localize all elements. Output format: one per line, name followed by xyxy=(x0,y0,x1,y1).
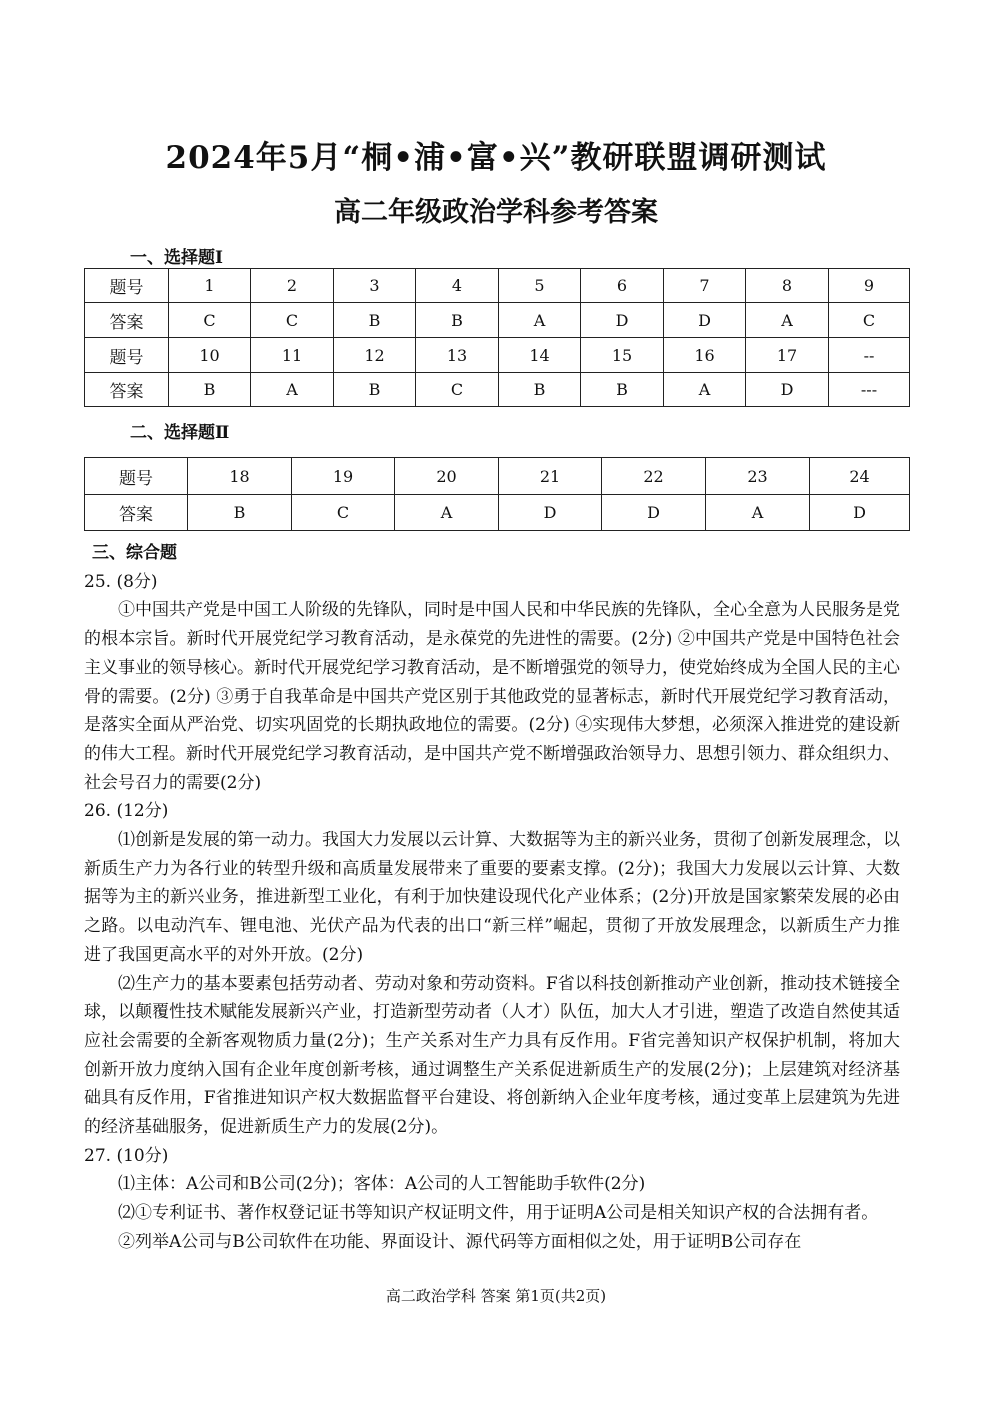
table-cell: 24 xyxy=(810,458,910,495)
table-cell: 23 xyxy=(706,458,810,495)
table-cell: B xyxy=(188,495,292,531)
table-cell: 16 xyxy=(664,338,746,373)
table-cell: B xyxy=(334,303,416,338)
q27-part1-answer: ⑴主体：A公司和B公司(2分)；客体：A公司的人工智能助手软件(2分) xyxy=(118,1174,646,1195)
table-row xyxy=(85,458,910,495)
table-cell: B xyxy=(334,373,416,407)
table-cell: 题号 xyxy=(85,458,188,495)
answer-table-2 xyxy=(84,457,910,531)
table-cell: D xyxy=(664,303,746,338)
table-cell: C xyxy=(169,303,251,338)
answer-table-1 xyxy=(84,268,910,407)
table-cell: 13 xyxy=(416,338,499,373)
table-cell: 4 xyxy=(416,269,499,303)
table-cell: A xyxy=(395,495,499,531)
table-row xyxy=(85,303,910,338)
q27-label: 27. (10分) xyxy=(84,1145,169,1166)
table-cell: B xyxy=(581,373,664,407)
table-cell: B xyxy=(499,373,581,407)
section2-heading: 二、选择题Ⅱ xyxy=(130,423,230,443)
table-cell: D xyxy=(499,495,602,531)
table-cell: 答案 xyxy=(85,373,169,407)
table-cell: 7 xyxy=(664,269,746,303)
table-row xyxy=(85,269,910,303)
table-cell: 20 xyxy=(395,458,499,495)
table-cell: B xyxy=(416,303,499,338)
table-cell: --- xyxy=(829,373,910,407)
page-footer: 高二政治学科 答案 第1页(共2页) xyxy=(385,1287,607,1305)
table-cell: C xyxy=(251,303,334,338)
table-cell: D xyxy=(746,373,829,407)
table-cell: -- xyxy=(829,338,910,373)
table-cell: 9 xyxy=(829,269,910,303)
table-row xyxy=(85,338,910,373)
table-cell: 18 xyxy=(188,458,292,495)
q27-part2-answer: ⑵①专利证书、著作权登记证书等知识产权证明文件，用于证明A公司是相关知识产权的合法拥有者。 xyxy=(118,1203,879,1224)
table-cell: A xyxy=(251,373,334,407)
table-cell: 3 xyxy=(334,269,416,303)
table-cell: C xyxy=(292,495,395,531)
section3-heading: 三、综合题 xyxy=(92,543,177,563)
table-cell: 19 xyxy=(292,458,395,495)
q25-label: 25. (8分) xyxy=(84,571,158,592)
page-title: 2024年5月“桐•浦•富•兴”教研联盟调研测试 xyxy=(165,140,827,176)
table-cell: 题号 xyxy=(85,338,169,373)
table-cell: 2 xyxy=(251,269,334,303)
table-cell: 14 xyxy=(499,338,581,373)
page-subtitle: 高二年级政治学科参考答案 xyxy=(334,197,658,228)
table-cell: 8 xyxy=(746,269,829,303)
table-cell: 题号 xyxy=(85,269,169,303)
table-cell: C xyxy=(829,303,910,338)
table-cell: A xyxy=(706,495,810,531)
comprehensive-section xyxy=(84,539,900,1257)
table-row xyxy=(85,373,910,407)
table-cell: 12 xyxy=(334,338,416,373)
table-cell: 10 xyxy=(169,338,251,373)
table-cell: 6 xyxy=(581,269,664,303)
table-cell: A xyxy=(746,303,829,338)
q26-label: 26. (12分) xyxy=(84,801,169,822)
q25-answer: ①中国共产党是中国工人阶级的先锋队，同时是中国人民和中华民族的先锋队，全心全意为人民服务是党的根本宗旨。新时代开展党纪学习教育活动，是永葆党的先进性的需要。(2分) ②中国共产党是中国特色社会主义事业的领导核心。新时代开展党纪学习教育活动，是不断增强党的领导力，使党始终成为全国人民的主心骨的需要。(2分) ③勇于自我革命是中国共产党区别于其他政党的显著标志，新时代开展党纪学习教育活动，是落实全面从严治党、切实巩固党的长期执政地位的需要。(2分) ④实现伟大梦想，必须深入推进党的建设新的伟大工程。新时代开展党纪学习教育活动，是中国共产党不断增强政治领导力、思想引领力、群众组织力、社会号召力的需要(2分) xyxy=(84,600,900,793)
q26-part1-answer: ⑴创新是发展的第一动力。我国大力发展以云计算、大数据等为主的新兴业务，贯彻了创新发展理念，以新质生产力为各行业的转型升级和高质量发展带来了重要的要素支撑。(2分)；我国大力发展以云计算、大数据等为主的新兴业务，推进新型工业化，有利于加快建设现代化产业体系；(2分)开放是国家繁荣发展的必由之路。以电动汽车、锂电池、光伏产品为代表的出口“新三样”崛起，贯彻了开放发展理念，以新质生产力推进了我国更高水平的对外开放。(2分) xyxy=(84,830,900,965)
table-cell: A xyxy=(664,373,746,407)
table-cell: 22 xyxy=(602,458,706,495)
table-cell: D xyxy=(602,495,706,531)
table-cell: D xyxy=(581,303,664,338)
table-cell: 21 xyxy=(499,458,602,495)
table-cell: B xyxy=(169,373,251,407)
q26-part2-answer: ⑵生产力的基本要素包括劳动者、劳动对象和劳动资料。F省以科技创新推动产业创新，推动技术链接全球，以颠覆性技术赋能发展新兴产业，打造新型劳动者（人才）队伍，加大人才引进，塑造了改造自然使其适应社会需要的全新客观物质力量(2分)；生产关系对生产力具有反作用。F省完善知识产权保护机制，将加大创新开放力度纳入国有企业年度创新考核，通过调整生产关系促进新质生产的发展(2分)；上层建筑对经济基础具有反作用，F省推进知识产权大数据监督平台建设、将创新纳入企业年度考核，通过变革上层建筑为先进的经济基础服务，促进新质生产力的发展(2分)。 xyxy=(84,973,900,1138)
table-cell: A xyxy=(499,303,581,338)
table-cell: 17 xyxy=(746,338,829,373)
q27-part2-item2: ②列举A公司与B公司软件在功能、界面设计、源代码等方面相似之处，用于证明B公司存在 xyxy=(118,1231,802,1252)
table-cell: 5 xyxy=(499,269,581,303)
table-cell: 答案 xyxy=(85,495,188,531)
table-row xyxy=(85,495,910,531)
table-cell: D xyxy=(810,495,910,531)
section1-heading: 一、选择题Ⅰ xyxy=(130,248,223,268)
table-cell: 11 xyxy=(251,338,334,373)
table-cell: 1 xyxy=(169,269,251,303)
table-cell: 15 xyxy=(581,338,664,373)
table-cell: C xyxy=(416,373,499,407)
table-cell: 答案 xyxy=(85,303,169,338)
